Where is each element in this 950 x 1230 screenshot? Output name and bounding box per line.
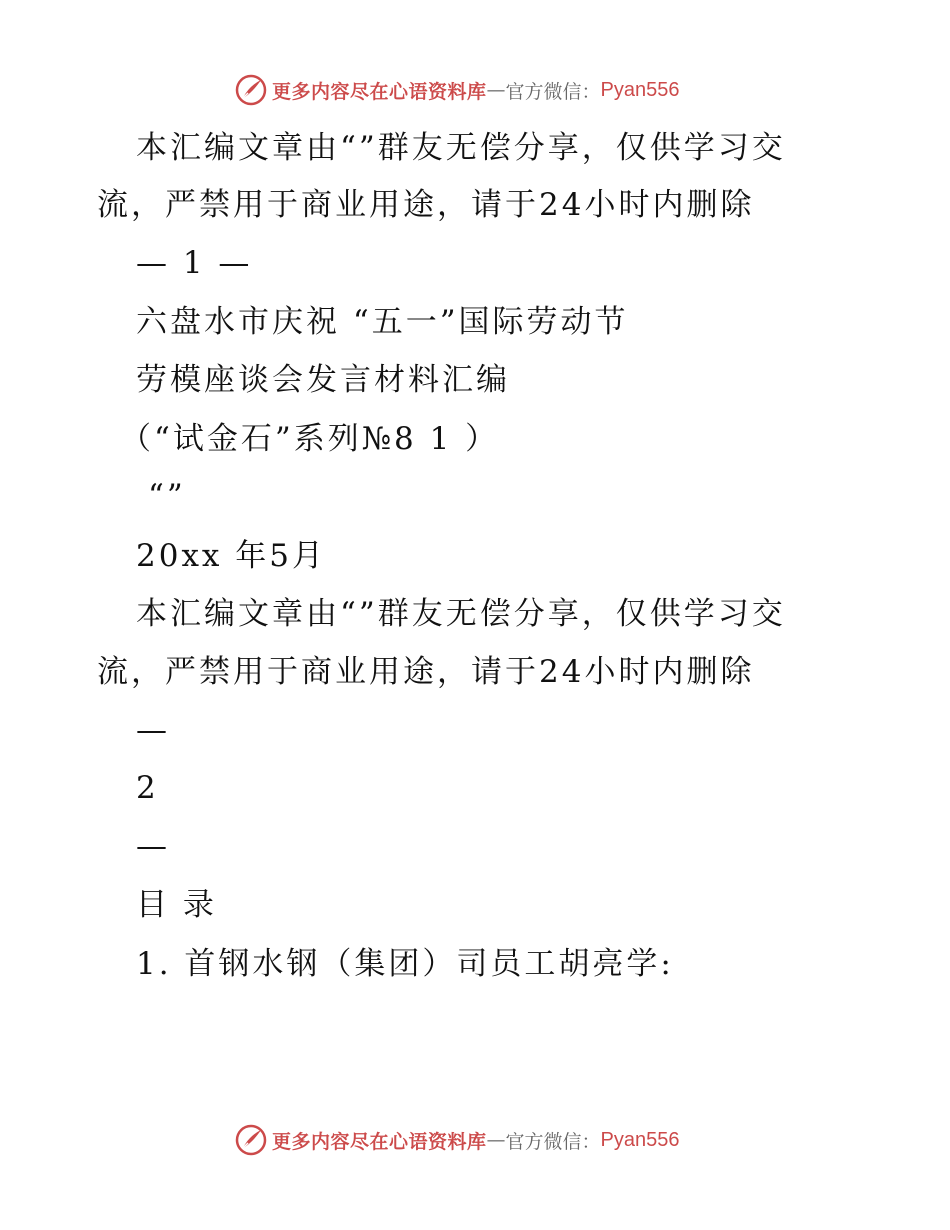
banner-separator: — [486,79,506,101]
banner-site-text: 更多内容尽在心语资料库 [272,80,487,103]
page-number-1: — 1 — [136,245,253,281]
text-line-disclaimer-1: 本汇编文章由“”群友无偿分享，仅供学习交 [136,130,786,166]
text-line-disclaimer-3: 本汇编文章由“”群友无偿分享，仅供学习交 [136,596,786,632]
page-dash-top: — [136,712,170,748]
feather-pen-logo-icon [234,73,268,107]
toc-item-1: 1. 首钢水钢（集团）司员工胡亮学: [136,946,674,982]
empty-quotes: “” [148,478,186,514]
footer-watermark-banner [234,1122,680,1158]
document-date: 20xx 年5月 [136,538,326,574]
document-title-line-1: 六盘水市庆祝 “五一”国际劳动节 [136,304,629,340]
banner-separator: — [486,1129,506,1151]
feather-pen-logo-icon [234,1123,268,1157]
document-title-line-2: 劳模座谈会发言材料汇编 [136,362,510,398]
text-line-disclaimer-4: 流，严禁用于商业用途，请于24小时内删除 [97,654,755,690]
banner-handle: Pyan556 [600,1128,680,1151]
table-of-contents-heading: 目 录 [136,887,217,923]
text-line-disclaimer-2: 流，严禁用于商业用途，请于24小时内删除 [97,187,755,223]
banner-official-text: 官方微信： [505,1130,601,1153]
banner-handle: Pyan556 [600,78,680,101]
banner-site-text: 更多内容尽在心语资料库 [272,1130,487,1153]
series-label: （“试金石”系列№8 1 ） [120,421,500,457]
page-dash-bottom: — [136,828,170,864]
header-watermark-banner [234,72,680,108]
page-number-2: 2 [136,770,159,806]
banner-official-text: 官方微信： [505,80,601,103]
